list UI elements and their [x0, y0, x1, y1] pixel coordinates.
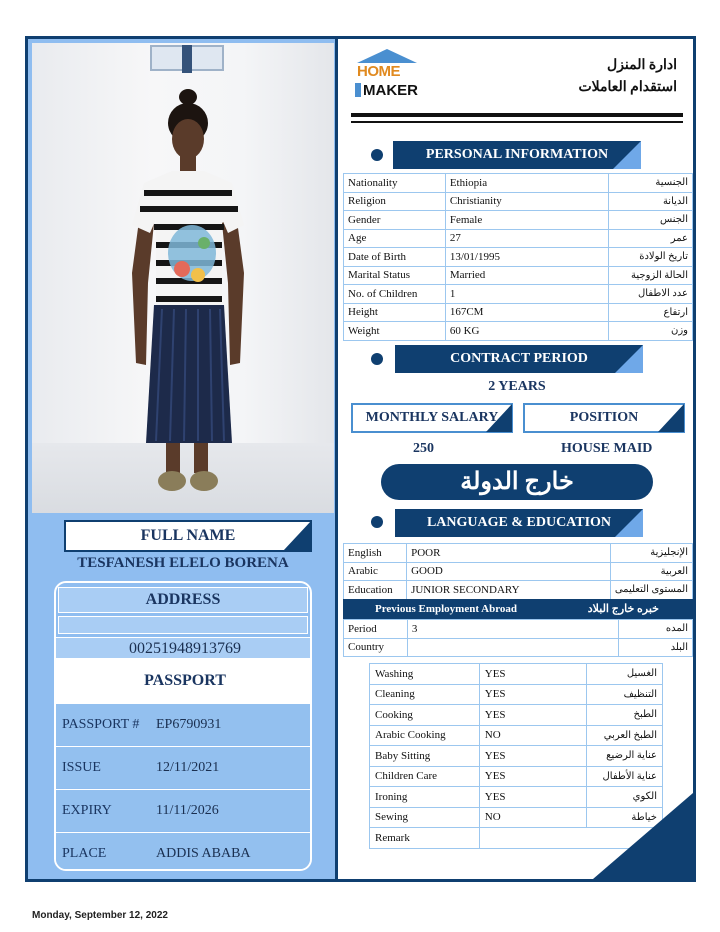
previous-employment-table [343, 619, 693, 657]
field-label-arabic: عناية الأطفال [587, 766, 663, 787]
skill-row [370, 746, 663, 767]
field-value: 1 [445, 285, 608, 304]
field-label: Age [344, 229, 446, 248]
skill-row [370, 664, 663, 685]
language-education-title: LANGUAGE & EDUCATION [426, 515, 612, 530]
field-label-arabic: العربية [610, 562, 692, 581]
left-panel [28, 39, 338, 879]
field-label-arabic: عدد الاطفال [609, 285, 693, 304]
logo-maker-text: MAKER [363, 82, 418, 99]
field-value: YES [479, 664, 586, 685]
print-date: Monday, September 12, 2022 [32, 910, 168, 921]
field-label-arabic: عناية الرضيع [587, 746, 663, 767]
field-label: Height [344, 303, 446, 322]
expiry-date-value: 11/11/2026 [156, 803, 219, 818]
personal-info-row [344, 229, 693, 248]
personal-info-row [344, 266, 693, 285]
field-label-arabic: تاريخ الولادة [609, 248, 693, 267]
personal-info-row [344, 303, 693, 322]
field-label-arabic: عمر [609, 229, 693, 248]
field-value: Christianity [445, 192, 608, 211]
field-label-arabic: خياطة [587, 807, 663, 828]
issue-place-row [56, 832, 312, 871]
house-roof-icon [357, 49, 417, 63]
field-value: NO [479, 807, 586, 828]
field-label-arabic: وزن [609, 322, 693, 341]
skill-row [370, 684, 663, 705]
outside-country-pill: خارج الدولة [381, 464, 653, 500]
field-label-arabic: الإنجليزية [610, 544, 692, 563]
field-label-arabic: ارتفاع [609, 303, 693, 322]
field-value: Married [445, 266, 608, 285]
field-label-arabic: الغسيل [587, 664, 663, 685]
field-label-arabic: المستوى التعليمى [610, 581, 692, 600]
language-row [344, 544, 693, 563]
field-label-arabic: الجنس [609, 211, 693, 230]
language-table [343, 543, 693, 600]
passport-number-row [56, 703, 312, 745]
field-label: Country [344, 638, 408, 657]
issue-date-label: ISSUE [62, 760, 101, 775]
field-label: Religion [344, 192, 446, 211]
skill-row [370, 766, 663, 787]
passport-number-value: EP6790931 [156, 717, 222, 732]
field-value: Female [445, 211, 608, 230]
full-name-value: TESFANESH ELELO BORENA [77, 555, 289, 571]
field-label-arabic: الطبخ [587, 705, 663, 726]
field-label: Education [344, 581, 407, 600]
cv-frame [25, 36, 696, 882]
field-label: Children Care [370, 766, 480, 787]
field-label: Gender [344, 211, 446, 230]
field-label-arabic: المده [619, 620, 693, 639]
field-label: Washing [370, 664, 480, 685]
bullet-icon [371, 353, 383, 365]
field-label-arabic: الطبخ العربي [587, 725, 663, 746]
field-value: NO [479, 725, 586, 746]
field-label: Ironing [370, 787, 480, 808]
field-label-arabic: الديانة [609, 192, 693, 211]
bullet-icon [371, 516, 383, 528]
header-divider-thick [351, 113, 683, 117]
field-value: JUNIOR SECONDARY [407, 581, 611, 600]
field-value: YES [479, 684, 586, 705]
previous-employment-title-ar: خبره خارج البلاد [587, 603, 659, 615]
field-label: Nationality [344, 174, 446, 193]
personal-info-row [344, 192, 693, 211]
agency-arabic-line-1: ادارة المنزل [607, 58, 677, 73]
field-label: English [344, 544, 407, 563]
field-value: 13/01/1995 [445, 248, 608, 267]
personal-info-row [344, 285, 693, 304]
candidate-photo [32, 43, 334, 513]
field-label: Cleaning [370, 684, 480, 705]
issue-date-value: 12/11/2021 [156, 760, 220, 775]
contract-period-banner [395, 345, 643, 373]
language-row [344, 581, 693, 600]
issue-place-value: ADDIS ABABA [156, 846, 251, 861]
field-label-arabic: الحالة الزوجية [609, 266, 693, 285]
field-value: 60 KG [445, 322, 608, 341]
field-label: No. of Children [344, 285, 446, 304]
field-value: YES [479, 766, 586, 787]
personal-info-row [344, 322, 693, 341]
language-row [344, 562, 693, 581]
field-label: Sewing [370, 807, 480, 828]
field-label-arabic: البلد [619, 638, 693, 657]
field-value: 167CM [445, 303, 608, 322]
monthly-salary-box [351, 403, 513, 433]
field-label: Arabic Cooking [370, 725, 480, 746]
issue-date-row [56, 746, 312, 788]
field-value: GOOD [407, 562, 611, 581]
address-label: ADDRESS [58, 587, 308, 613]
personal-info-table [343, 173, 693, 341]
previous-employment-row [344, 638, 693, 657]
field-value: POOR [407, 544, 611, 563]
position-label: POSITION [569, 410, 639, 425]
field-value: Ethiopia [445, 174, 608, 193]
passport-label: PASSPORT [56, 659, 312, 703]
field-label: Baby Sitting [370, 746, 480, 767]
field-label: Date of Birth [344, 248, 446, 267]
header-divider-thin [351, 121, 683, 123]
field-label-arabic: الكوي [587, 787, 663, 808]
expiry-date-label: EXPIRY [62, 803, 112, 818]
contract-period-title: CONTRACT PERIOD [450, 351, 588, 366]
field-label: Weight [344, 322, 446, 341]
skill-row [370, 705, 663, 726]
home-maker-logo [353, 49, 423, 105]
field-value: 27 [445, 229, 608, 248]
full-name-label: FULL NAME [140, 527, 236, 544]
position-value: HOUSE MAID [561, 441, 653, 456]
personal-info-row [344, 174, 693, 193]
right-panel [341, 39, 693, 879]
full-name-label-box [64, 520, 312, 552]
previous-employment-banner [343, 599, 693, 619]
agency-arabic-line-2: استقدام العاملات [578, 80, 677, 95]
expiry-date-row [56, 789, 312, 831]
previous-employment-title: Previous Employment Abroad [375, 603, 517, 615]
monthly-salary-value: 250 [413, 441, 434, 456]
field-value: YES [479, 787, 586, 808]
field-label-arabic: الجنسية [609, 174, 693, 193]
personal-info-banner [393, 141, 641, 169]
issue-place-label: PLACE [62, 846, 107, 861]
field-value [407, 638, 618, 657]
position-box [523, 403, 685, 433]
field-label: Arabic [344, 562, 407, 581]
skill-row [370, 725, 663, 746]
field-value: 3 [407, 620, 618, 639]
contract-period-value: 2 YEARS [488, 379, 546, 394]
field-value: YES [479, 705, 586, 726]
bullet-icon [371, 149, 383, 161]
remark-label: Remark [370, 828, 480, 849]
logo-home-text: HOME [357, 63, 400, 80]
passport-number-label: PASSPORT # [62, 717, 140, 732]
field-label-arabic: التنظيف [587, 684, 663, 705]
person-figure [32, 43, 334, 513]
phone-number: 00251948913769 [56, 637, 312, 659]
address-value [58, 616, 308, 634]
personal-info-row [344, 211, 693, 230]
language-education-banner [395, 509, 643, 537]
previous-employment-row [344, 620, 693, 639]
personal-info-row [344, 248, 693, 267]
personal-info-title: PERSONAL INFORMATION [425, 147, 609, 162]
corner-decoration [593, 793, 693, 879]
field-label: Marital Status [344, 266, 446, 285]
field-label: Period [344, 620, 408, 639]
monthly-salary-label: MONTHLY SALARY [365, 410, 499, 425]
field-value: YES [479, 746, 586, 767]
field-label: Cooking [370, 705, 480, 726]
address-passport-card [54, 581, 312, 871]
